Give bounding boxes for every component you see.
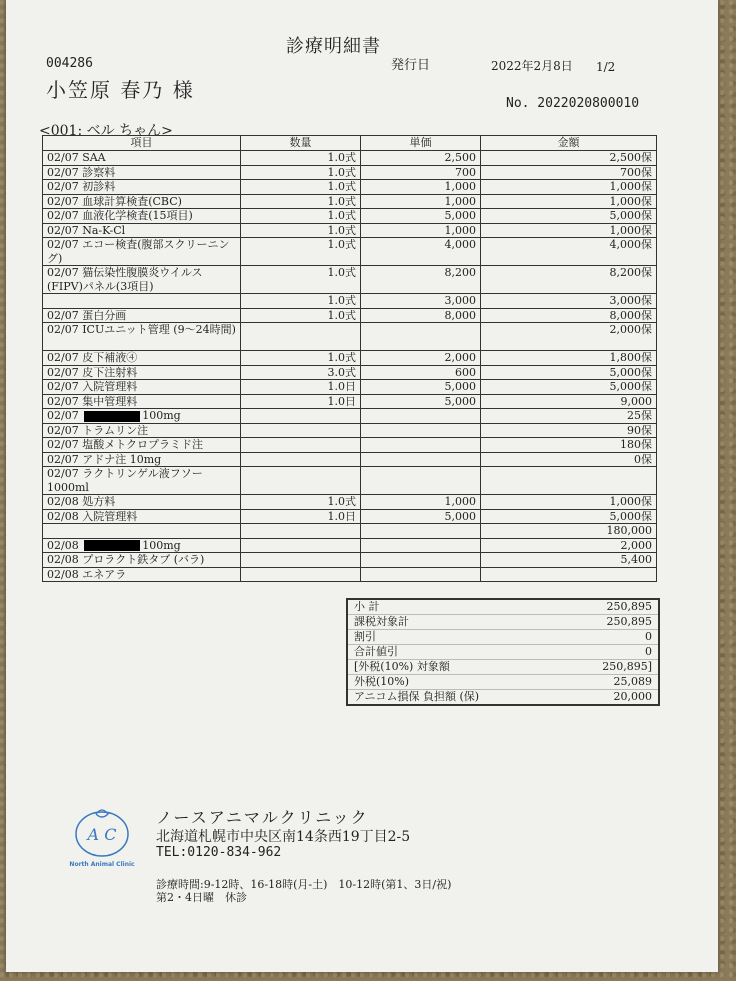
item-name-cell (43, 394, 241, 409)
item-name-cell (43, 266, 241, 294)
item-name: トラムリン注 (82, 423, 149, 437)
item-date: 02/07 (47, 165, 79, 179)
item-name: 血球計算検査(CBC) (82, 194, 182, 208)
item-name-cell (43, 553, 241, 568)
item-qty: 1.0式 (241, 266, 361, 294)
item-name: 血液化学検査(15項目) (82, 209, 193, 222)
item-name: 皮下補液④ (82, 351, 138, 364)
item-qty: 1.0式 (241, 223, 361, 238)
item-qty (241, 567, 361, 582)
issue-date-label: 発行日 (391, 58, 431, 73)
item-qty (241, 452, 361, 467)
item-price: 4,000 (361, 238, 481, 266)
item-date: 02/07 (47, 266, 79, 279)
item-date: 02/07 (47, 452, 79, 466)
totals-value: 250,895] (561, 660, 659, 675)
item-date: 02/07 (47, 323, 79, 336)
item-amount: 0保 (481, 452, 657, 467)
item-date: 02/08 (47, 567, 79, 581)
item-price (361, 438, 481, 453)
table-row (43, 323, 657, 351)
item-name-cell (43, 538, 241, 553)
issue-date: 2022年2月8日 (491, 59, 573, 73)
table-row (43, 223, 657, 238)
totals-value: 0 (561, 645, 659, 660)
totals-body (347, 599, 659, 705)
item-name-cell (43, 452, 241, 467)
item-amount: 180保 (481, 438, 657, 453)
item-qty: 1.0式 (241, 165, 361, 180)
item-amount: 90保 (481, 423, 657, 438)
item-name: SAA (82, 151, 106, 164)
item-qty (241, 409, 361, 424)
item-name-cell (43, 438, 241, 453)
header-qty: 数量 (241, 136, 361, 151)
item-date: 02/07 (47, 394, 79, 408)
item-price (361, 538, 481, 553)
invoice-paper (6, 0, 718, 972)
item-date: 02/07 (47, 365, 79, 379)
item-qty (241, 438, 361, 453)
item-name-cell (43, 308, 241, 323)
item-price: 2,000 (361, 351, 481, 366)
item-price: 1,000 (361, 194, 481, 209)
item-qty: 1.0式 (241, 308, 361, 323)
item-date: 02/07 (47, 308, 79, 322)
item-amount: 5,400 (481, 553, 657, 568)
item-date: 02/07 (47, 380, 79, 393)
item-name-cell (43, 180, 241, 195)
item-price: 5,000 (361, 380, 481, 395)
totals-row (347, 690, 659, 706)
item-amount: 8,200保 (481, 266, 657, 294)
table-row (43, 165, 657, 180)
totals-label: アニコム損保 負担額 (保) (347, 690, 561, 706)
table-row (43, 553, 657, 568)
item-name: 100mg (142, 409, 181, 422)
totals-label: [外税(10%) 対象額 (347, 660, 561, 675)
table-row (43, 294, 657, 309)
item-name-cell (43, 323, 241, 351)
item-price: 8,200 (361, 266, 481, 294)
item-name-cell (43, 423, 241, 438)
item-qty: 1.0式 (241, 209, 361, 224)
item-amount (481, 467, 657, 495)
item-amount: 1,000保 (481, 194, 657, 209)
item-price: 2,500 (361, 151, 481, 166)
item-qty (241, 553, 361, 568)
table-row (43, 194, 657, 209)
logo-caption: North Animal Clinic (69, 861, 135, 868)
item-price: 600 (361, 365, 481, 380)
totals-label: 合計値引 (347, 645, 561, 660)
item-qty: 1.0日 (241, 509, 361, 524)
item-price (361, 452, 481, 467)
item-amount: 1,000保 (481, 223, 657, 238)
item-qty: 1.0式 (241, 294, 361, 309)
item-price (361, 423, 481, 438)
table-row (43, 180, 657, 195)
item-amount: 5,000保 (481, 509, 657, 524)
totals-label: 小 計 (347, 599, 561, 615)
item-date: 02/07 (47, 180, 79, 193)
item-name: Na-K-Cl (82, 223, 126, 237)
table-row (43, 308, 657, 323)
item-name-cell (43, 351, 241, 366)
item-name: 100mg (142, 538, 181, 552)
table-row (43, 495, 657, 510)
item-qty: 1.0式 (241, 495, 361, 510)
totals-row (347, 599, 659, 615)
owner-name: 小笠原 春乃 様 (46, 78, 195, 102)
item-price (361, 567, 481, 582)
invoice-number: No. 2022020800010 (506, 96, 640, 111)
item-name: 集中管理料 (82, 394, 138, 408)
clinic-address: 北海道札幌市中央区南14条西19丁目2-5 (156, 829, 411, 845)
item-name-cell (43, 524, 241, 539)
redaction-bar (84, 540, 140, 551)
item-date: 02/07 (47, 467, 79, 480)
table-row (43, 238, 657, 266)
page-indicator: 1/2 (596, 60, 616, 74)
item-name: 猫伝染性腹膜炎ウイルス(FIPV)パネル(3項目) (47, 266, 203, 293)
table-row (43, 151, 657, 166)
item-name: 皮下注射料 (82, 365, 138, 379)
item-amount: 8,000保 (481, 308, 657, 323)
item-date: 02/07 (47, 223, 79, 237)
item-name: 初診料 (82, 180, 116, 193)
items-table (42, 135, 657, 582)
item-amount: 1,800保 (481, 351, 657, 366)
item-name: 診察料 (82, 165, 116, 179)
item-date: 02/08 (47, 509, 79, 523)
table-row (43, 209, 657, 224)
item-date: 02/07 (47, 151, 79, 164)
totals-value: 25,089 (561, 675, 659, 690)
logo-letters: A C (87, 825, 117, 844)
table-row (43, 266, 657, 294)
item-amount: 3,000保 (481, 294, 657, 309)
item-price (361, 409, 481, 424)
item-amount: 700保 (481, 165, 657, 180)
patient-number: 004286 (46, 56, 93, 71)
header-amount: 金額 (481, 136, 657, 151)
item-date: 02/07 (47, 238, 79, 251)
item-qty (241, 323, 361, 351)
item-name-cell (43, 209, 241, 224)
item-qty: 1.0式 (241, 351, 361, 366)
totals-row (347, 615, 659, 630)
header-price: 単価 (361, 136, 481, 151)
table-row (43, 467, 657, 495)
item-date: 02/07 (47, 351, 79, 364)
item-qty: 1.0日 (241, 380, 361, 395)
table-row (43, 538, 657, 553)
table-row (43, 394, 657, 409)
table-row (43, 438, 657, 453)
item-amount (481, 567, 657, 582)
totals-row (347, 675, 659, 690)
item-name-cell (43, 509, 241, 524)
item-date: 02/07 (47, 409, 79, 422)
item-amount: 2,000 (481, 538, 657, 553)
item-date: 02/07 (47, 438, 79, 451)
totals-row (347, 645, 659, 660)
item-name-cell (43, 223, 241, 238)
clinic-logo (66, 808, 138, 868)
header-item: 項目 (43, 136, 241, 151)
item-price: 700 (361, 165, 481, 180)
totals-row (347, 630, 659, 645)
item-price: 5,000 (361, 509, 481, 524)
item-name-cell (43, 365, 241, 380)
totals-row (347, 660, 659, 675)
item-name-cell (43, 294, 241, 309)
item-qty (241, 467, 361, 495)
item-name-cell (43, 409, 241, 424)
items-body (43, 151, 657, 582)
pet-name: <001: ベル ちゃん> (39, 123, 173, 139)
item-date: 02/08 (47, 495, 79, 508)
item-qty (241, 538, 361, 553)
item-name: アドナ注 10mg (82, 452, 162, 466)
item-price (361, 323, 481, 351)
item-name: 塩酸メトクロプラミド注 (82, 438, 203, 451)
item-price: 1,000 (361, 180, 481, 195)
item-name: ICUユニット管理 (9～24時間) (82, 323, 236, 336)
item-name-cell (43, 238, 241, 266)
item-name: プロラクト鉄タブ (バラ) (82, 553, 205, 566)
table-header-row (43, 136, 657, 151)
table-row (43, 423, 657, 438)
item-amount: 2,500保 (481, 151, 657, 166)
clinic-phone: TEL:0120-834-962 (156, 845, 282, 860)
item-amount: 180,000 (481, 524, 657, 539)
item-amount: 5,000保 (481, 365, 657, 380)
item-name-cell (43, 567, 241, 582)
item-amount: 1,000保 (481, 495, 657, 510)
table-row (43, 509, 657, 524)
item-amount: 1,000保 (481, 180, 657, 195)
totals-value: 20,000 (561, 690, 659, 706)
clinic-closed-days: 第2・4日曜 休診 (156, 891, 247, 904)
totals-value: 0 (561, 630, 659, 645)
item-name: エネアラ (82, 567, 127, 581)
item-price: 1,000 (361, 223, 481, 238)
item-qty: 1.0式 (241, 194, 361, 209)
item-amount: 25保 (481, 409, 657, 424)
document-title: 診療明細書 (286, 36, 381, 57)
item-qty: 1.0式 (241, 180, 361, 195)
item-name: 蛋白分画 (82, 308, 127, 322)
clinic-name: ノースアニマルクリニック (156, 808, 369, 827)
item-date: 02/08 (47, 538, 79, 552)
item-name-cell (43, 165, 241, 180)
item-name-cell (43, 194, 241, 209)
table-row (43, 365, 657, 380)
totals-value: 250,895 (561, 599, 659, 615)
table-row (43, 452, 657, 467)
item-qty: 1.0日 (241, 394, 361, 409)
item-price: 1,000 (361, 495, 481, 510)
item-qty: 1.0式 (241, 151, 361, 166)
redaction-bar (84, 411, 140, 422)
item-amount: 5,000保 (481, 209, 657, 224)
item-date: 02/08 (47, 553, 79, 566)
table-row (43, 409, 657, 424)
item-amount: 2,000保 (481, 323, 657, 351)
item-name: ラクトリンゲル液フソー1000ml (47, 467, 203, 494)
item-name: エコー検査(腹部スクリーニング) (47, 238, 230, 265)
table-row (43, 380, 657, 395)
item-amount: 5,000保 (481, 380, 657, 395)
heart-icon (96, 810, 108, 817)
item-name: 入院管理料 (82, 509, 138, 523)
item-name-cell (43, 151, 241, 166)
item-amount: 9,000 (481, 394, 657, 409)
item-date: 02/07 (47, 194, 79, 208)
totals-label: 割引 (347, 630, 561, 645)
item-amount: 4,000保 (481, 238, 657, 266)
item-price: 8,000 (361, 308, 481, 323)
item-price (361, 553, 481, 568)
item-qty (241, 423, 361, 438)
item-name: 処方料 (82, 495, 116, 508)
table-row (43, 351, 657, 366)
totals-label: 外税(10%) (347, 675, 561, 690)
item-price (361, 524, 481, 539)
item-price: 5,000 (361, 394, 481, 409)
table-row (43, 567, 657, 582)
item-date: 02/07 (47, 209, 79, 222)
totals-label: 課税対象計 (347, 615, 561, 630)
item-name-cell (43, 467, 241, 495)
item-name-cell (43, 495, 241, 510)
item-name-cell (43, 380, 241, 395)
item-price: 5,000 (361, 209, 481, 224)
item-name: 入院管理料 (82, 380, 138, 393)
item-qty: 3.0式 (241, 365, 361, 380)
totals-value: 250,895 (561, 615, 659, 630)
item-price: 3,000 (361, 294, 481, 309)
clinic-hours: 診療時間:9-12時、16-18時(月-土) 10-12時(第1、3日/祝) (156, 878, 452, 891)
table-row (43, 524, 657, 539)
item-qty: 1.0式 (241, 238, 361, 266)
totals-table (346, 598, 660, 706)
item-price (361, 467, 481, 495)
item-date: 02/07 (47, 423, 79, 437)
item-qty (241, 524, 361, 539)
